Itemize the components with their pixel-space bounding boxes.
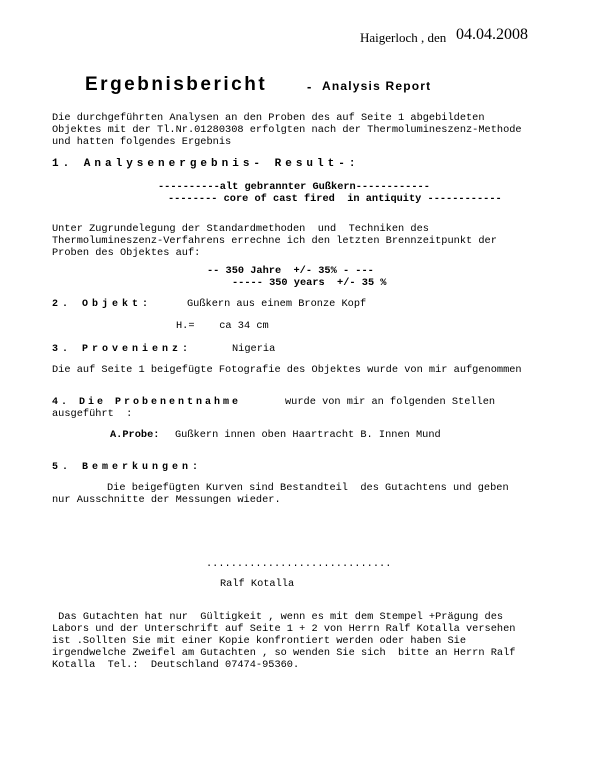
section1-heading: 1. Analysenergebnis- Result-: <box>52 158 360 170</box>
section4-heading: 4. Die Probenentnahme <box>52 397 242 408</box>
age-line-en: ----- 350 years +/- 35 % <box>232 277 387 289</box>
intro-line: und hatten folgendes Ergebnis <box>52 136 232 148</box>
sampling-text: wurde von mir an folgenden Stellen <box>285 396 496 408</box>
intro-line: Objektes mit der Tl.Nr.01280308 erfolgten nach der Thermolumineszenz-Methode <box>52 124 522 136</box>
object-height: H.= ca 34 cm <box>176 320 269 332</box>
probe-value: Gußkern innen oben Haartracht B. Innen Mund <box>175 429 441 441</box>
signer-name: Ralf Kotalla <box>220 578 295 590</box>
footer-line: Kotalla Tel.: Deutschland 07474-95360. <box>52 659 300 671</box>
title-dash: - <box>307 79 312 94</box>
section2-heading: 2. Objekt: <box>52 299 153 310</box>
report-subtitle: Analysis Report <box>322 79 432 93</box>
result-line-en: -------- core of cast fired in antiquity ------------ <box>168 193 502 205</box>
standard-text-line: Proben des Objektes auf: <box>52 247 201 259</box>
footer-line: irgendwelche Zweifel am Gutachten , so wenden Sie sich bitte an Herrn Ralf <box>52 647 516 659</box>
object-value: Gußkern aus einem Bronze Kopf <box>187 298 367 310</box>
footer-line: Labors und der Unterschrift auf Seite 1 + 2 von Herrn Ralf Kotalla versehen <box>52 623 516 635</box>
remarks-text-cont: nur Ausschnitte der Messungen wieder. <box>52 494 281 506</box>
provenance-value: Nigeria <box>232 343 276 355</box>
remarks-text: Die beigefügten Kurven sind Bestandteil des Gutachtens und geben <box>107 482 509 494</box>
standard-text-line: Thermolumineszenz-Verfahrens errechne ich den letzten Brennzeitpunkt der <box>52 235 497 247</box>
photo-note: Die auf Seite 1 beigefügte Fotografie des Objektes wurde von mir aufgenommen <box>52 364 522 376</box>
probe-label: A.Probe: <box>110 429 160 441</box>
intro-line: Die durchgeführten Analysen an den Proben des auf Seite 1 abgebildeten <box>52 112 485 124</box>
place-text: Haigerloch , den <box>360 30 447 45</box>
section5-heading: 5. Bemerkungen: <box>52 462 203 473</box>
date-text: 04.04.2008 <box>456 26 528 43</box>
result-line-de: ----------alt gebrannter Gußkern------------ <box>158 181 430 193</box>
sampling-text-cont: ausgeführt : <box>52 408 133 420</box>
age-line-de: -- 350 Jahre +/- 35% - --- <box>207 265 374 277</box>
standard-text-line: Unter Zugrundelegung der Standardmethoden und Techniken des <box>52 223 429 235</box>
footer-line: ist .Sollten Sie mit einer Kopie konfrontiert werden oder haben Sie <box>52 635 467 647</box>
signature-line: .............................. <box>206 558 392 570</box>
report-title: Ergebnisbericht <box>85 74 268 95</box>
footer-line: Das Gutachten hat nur Gültigkeit , wenn es mit dem Stempel +Prägung des <box>52 611 504 623</box>
section3-heading: 3. Provenienz: <box>52 344 193 355</box>
